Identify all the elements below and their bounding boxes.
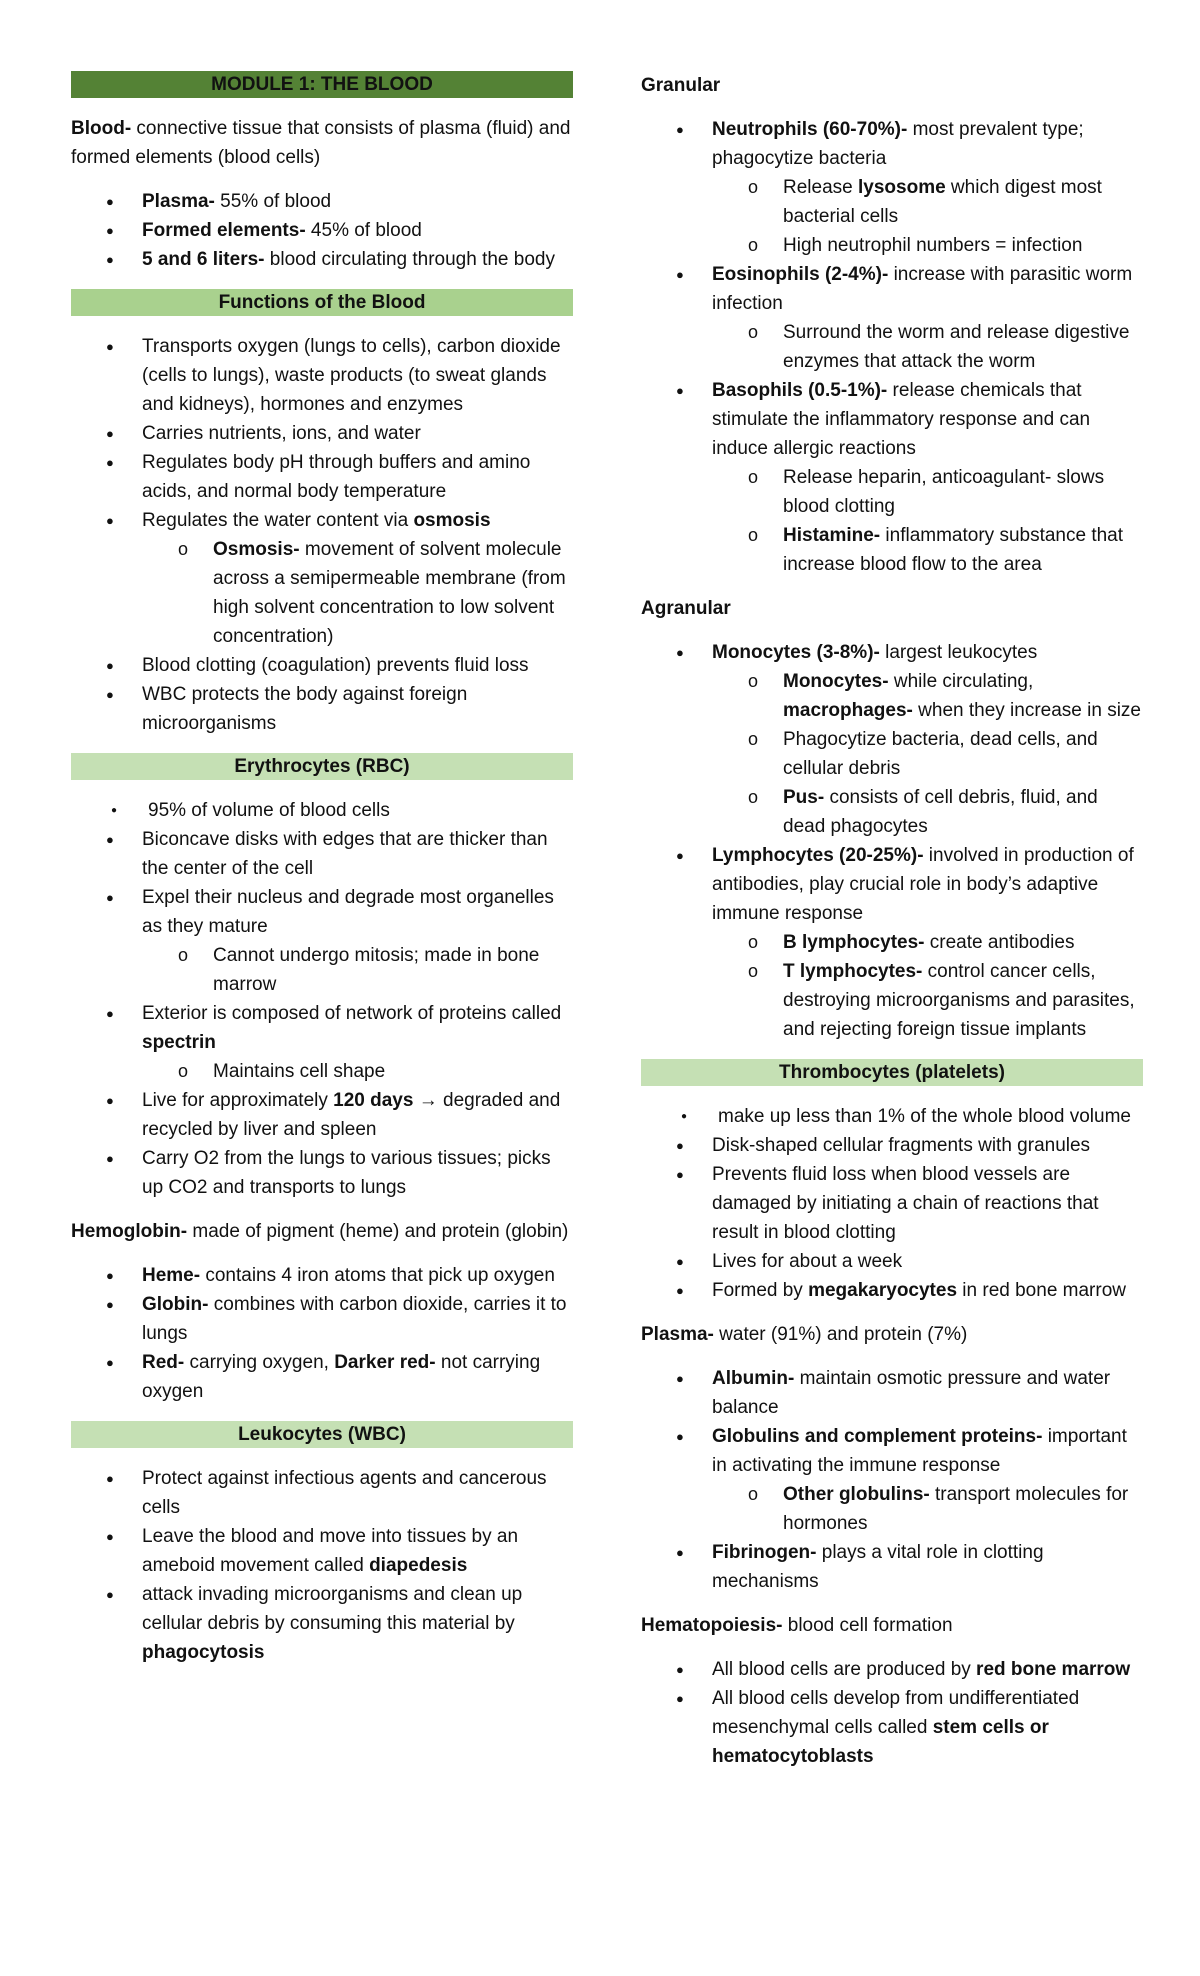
hemoglobin-definition xyxy=(71,1217,573,1246)
plasma-list xyxy=(641,1364,1143,1596)
sub-list-item: o Cannot undergo mitosis; made in bone marrow xyxy=(142,941,573,999)
list-item: ● Regulates body pH through buffers and amino acids, and normal body temperature xyxy=(71,448,573,506)
sub-list-item xyxy=(712,957,1143,1044)
functions-heading: Functions of the Blood xyxy=(71,289,573,316)
list-item xyxy=(71,883,573,999)
item-text: create antibodies xyxy=(924,932,1075,953)
rbc-list xyxy=(71,796,573,1202)
item-text: All blood cells develop from undifferentiated mesenchymal cells called xyxy=(712,1688,1080,1738)
sub-list-item: o Release heparin, anticoagulant- slows blood clotting xyxy=(712,463,1143,521)
item-term: 5 and 6 liters- xyxy=(142,249,265,270)
list-item: ● 95% of volume of blood cells xyxy=(71,796,573,825)
sub-list-item: o Phagocytize bacteria, dead cells, and cellular debris xyxy=(712,725,1143,783)
sub-list-item xyxy=(712,1480,1143,1538)
item-text: 45% of blood xyxy=(305,220,422,241)
item-term: Fibrinogen- xyxy=(712,1542,817,1563)
list-item xyxy=(641,1538,1143,1596)
sub-list-item xyxy=(142,535,573,651)
item-text: plays a vital role in clotting mechanisms xyxy=(712,1542,1044,1592)
list-item: ● WBC protects the body against foreign microorganisms xyxy=(71,680,573,738)
functions-list xyxy=(71,332,573,738)
item-term: Plasma- xyxy=(142,191,215,212)
item-text: most prevalent type; phagocytize bacteria xyxy=(712,119,1084,169)
sub-list-item xyxy=(712,173,1143,231)
item-text: attack invading microorganisms and clean up cellular debris by consuming this material by xyxy=(142,1584,523,1634)
list-item xyxy=(641,1684,1143,1771)
item-bold: lysosome xyxy=(858,177,946,198)
spectrin-sublist xyxy=(142,1057,573,1086)
list-item xyxy=(71,187,573,216)
item-term: Globin- xyxy=(142,1294,209,1315)
blood-text: connective tissue that consists of plasma (fluid) and formed elements (blood cells) xyxy=(71,118,571,168)
list-item xyxy=(71,1290,573,1348)
list-item: ● Carries nutrients, ions, and water xyxy=(71,419,573,448)
hemoglobin-text: made of pigment (heme) and protein (globin) xyxy=(187,1221,569,1242)
sub-list-item: o High neutrophil numbers = infection xyxy=(712,231,1143,260)
list-item xyxy=(641,376,1143,579)
list-item xyxy=(641,638,1143,841)
list-item xyxy=(71,1580,573,1667)
neutrophil-sublist xyxy=(712,173,1143,260)
item-text: inflammatory substance that increase blood flow to the area xyxy=(783,525,1124,575)
list-item xyxy=(641,115,1143,260)
item-term: macrophages- xyxy=(783,700,913,721)
granular-heading xyxy=(641,71,1143,100)
basophil-sublist xyxy=(712,463,1143,579)
sub-list-item xyxy=(712,667,1143,725)
blood-definition xyxy=(71,114,573,172)
item-text: combines with carbon dioxide, carries it to lungs xyxy=(142,1294,567,1344)
list-item xyxy=(641,1276,1143,1305)
item-text: while circulating, xyxy=(888,671,1034,692)
list-item xyxy=(641,1655,1143,1684)
item-bold: phagocytosis xyxy=(142,1642,265,1663)
list-item xyxy=(71,1522,573,1580)
list-item: ● Prevents fluid loss when blood vessels are damaged by initiating a chain of reactions that result in blood clotting xyxy=(641,1160,1143,1247)
item-term: Monocytes- xyxy=(783,671,889,692)
monocyte-sublist xyxy=(712,667,1143,841)
item-text: blood circulating through the body xyxy=(264,249,555,270)
list-item xyxy=(71,216,573,245)
item-text: degraded and recycled by liver and spleen xyxy=(142,1090,561,1140)
rbc-heading: Erythrocytes (RBC) xyxy=(71,753,573,780)
item-text: increase with parasitic worm infection xyxy=(712,264,1133,314)
list-item: ● Protect against infectious agents and cancerous cells xyxy=(71,1464,573,1522)
granular-title: Granular xyxy=(641,75,721,96)
item-term: Histamine- xyxy=(783,525,881,546)
item-bold: spectrin xyxy=(142,1032,216,1053)
sub-list-item: o Maintains cell shape xyxy=(142,1057,573,1086)
hematopoiesis-term: Hematopoiesis- xyxy=(641,1615,783,1636)
item-text: in red bone marrow xyxy=(957,1280,1126,1301)
list-item xyxy=(71,1348,573,1406)
item-term: T lymphocytes- xyxy=(783,961,923,982)
item-text: control cancer cells, destroying microorganisms and parasites, and rejecting foreign tissue implants xyxy=(783,961,1135,1040)
list-item xyxy=(641,260,1143,376)
item-text: involved in production of antibodies, play crucial role in body’s adaptive immune response xyxy=(712,845,1134,924)
hematopoiesis-definition xyxy=(641,1611,1143,1640)
item-term: Other globulins- xyxy=(783,1484,930,1505)
list-item xyxy=(641,1364,1143,1422)
item-text: largest leukocytes xyxy=(879,642,1038,663)
item-term: Globulins and complement proteins- xyxy=(712,1426,1043,1447)
module-title: MODULE 1: THE BLOOD xyxy=(71,71,573,98)
list-item: ● Biconcave disks with edges that are thicker than the center of the cell xyxy=(71,825,573,883)
agranular-list xyxy=(641,638,1143,1044)
item-bold: stem cells or hematocytoblasts xyxy=(712,1717,1049,1767)
plasma-term: Plasma- xyxy=(641,1324,714,1345)
item-text: Formed by xyxy=(712,1280,809,1301)
item-term: Darker red- xyxy=(334,1352,436,1373)
granular-list xyxy=(641,115,1143,579)
hemoglobin-term: Hemoglobin- xyxy=(71,1221,188,1242)
item-text: Leave the blood and move into tissues by an ameboid movement called xyxy=(142,1526,519,1576)
item-text: transport molecules for hormones xyxy=(783,1484,1129,1534)
item-term: Neutrophils (60-70%)- xyxy=(712,119,908,140)
item-bold: red bone marrow xyxy=(976,1659,1131,1680)
item-text: Expel their nucleus and degrade most organelles as they mature xyxy=(142,887,554,937)
item-term: Basophils (0.5-1%)- xyxy=(712,380,888,401)
list-item: ● Blood clotting (coagulation) prevents fluid loss xyxy=(71,651,573,680)
left-column xyxy=(71,71,573,1682)
item-text: 55% of blood xyxy=(214,191,332,212)
item-term: Red- xyxy=(142,1352,185,1373)
item-term: Heme- xyxy=(142,1265,201,1286)
list-item xyxy=(641,1422,1143,1538)
blood-list xyxy=(71,187,573,274)
item-text: movement of solvent molecule across a semipermeable membrane (from high solvent concentration to low solvent concentration) xyxy=(213,539,566,647)
list-item xyxy=(71,245,573,274)
item-text: All blood cells are produced by xyxy=(712,1659,977,1680)
item-bold: 120 days xyxy=(333,1090,414,1111)
list-item xyxy=(641,841,1143,1044)
plasma-definition xyxy=(641,1320,1143,1349)
list-item xyxy=(71,506,573,651)
globulin-sublist xyxy=(712,1480,1143,1538)
sub-list-item xyxy=(712,783,1143,841)
arrow-right-icon: → xyxy=(418,1090,438,1111)
list-item: ● make up less than 1% of the whole blood volume xyxy=(641,1102,1143,1131)
item-text: Release xyxy=(783,177,858,198)
hematopoiesis-list xyxy=(641,1655,1143,1771)
list-item: ● Lives for about a week xyxy=(641,1247,1143,1276)
list-item: ● Transports oxygen (lungs to cells), carbon dioxide (cells to lungs), waste products (to sweat glands and kidneys), hormones and enzymes xyxy=(71,332,573,419)
item-term: Formed elements- xyxy=(142,220,306,241)
item-text: Live for approximately xyxy=(142,1090,334,1111)
item-term: B lymphocytes- xyxy=(783,932,925,953)
sub-list-item: o Surround the worm and release digestive enzymes that attack the worm xyxy=(712,318,1143,376)
right-column xyxy=(641,71,1143,1786)
item-term: Albumin- xyxy=(712,1368,795,1389)
hematopoiesis-text: blood cell formation xyxy=(782,1615,953,1636)
item-term: Eosinophils (2-4%)- xyxy=(712,264,889,285)
item-term: Pus- xyxy=(783,787,825,808)
item-bold: megakaryocytes xyxy=(808,1280,958,1301)
plasma-text: water (91%) and protein (7%) xyxy=(713,1324,968,1345)
eosinophil-sublist xyxy=(712,318,1143,376)
sub-list-item xyxy=(712,521,1143,579)
item-term: Lymphocytes (20-25%)- xyxy=(712,845,924,866)
wbc-heading: Leukocytes (WBC) xyxy=(71,1421,573,1448)
item-term: Osmosis- xyxy=(213,539,300,560)
item-text: maintain osmotic pressure and water balance xyxy=(712,1368,1111,1418)
item-text: important in activating the immune response xyxy=(712,1426,1127,1476)
list-item: ● Disk-shaped cellular fragments with granules xyxy=(641,1131,1143,1160)
osmosis-sublist xyxy=(142,535,573,651)
item-text: contains 4 iron atoms that pick up oxygen xyxy=(200,1265,555,1286)
item-text: when they increase in size xyxy=(912,700,1141,721)
list-item xyxy=(71,1261,573,1290)
hemoglobin-list xyxy=(71,1261,573,1406)
item-text: consists of cell debris, fluid, and dead phagocytes xyxy=(783,787,1098,837)
item-bold: osmosis xyxy=(413,510,491,531)
list-item xyxy=(71,999,573,1086)
sub-list-item xyxy=(712,928,1143,957)
platelets-list xyxy=(641,1102,1143,1305)
list-item xyxy=(71,1086,573,1144)
rbc-sublist xyxy=(142,941,573,999)
item-text: which digest most bacterial cells xyxy=(783,177,1102,227)
list-item: ● Carry O2 from the lungs to various tissues; picks up CO2 and transports to lungs xyxy=(71,1144,573,1202)
agranular-title: Agranular xyxy=(641,598,731,619)
item-text: Exterior is composed of network of proteins called xyxy=(142,1003,562,1024)
platelets-heading: Thrombocytes (platelets) xyxy=(641,1059,1143,1086)
lymphocyte-sublist xyxy=(712,928,1143,1044)
item-text: Regulates the water content via xyxy=(142,510,414,531)
item-bold: diapedesis xyxy=(369,1555,468,1576)
item-term: Monocytes (3-8%)- xyxy=(712,642,880,663)
blood-term: Blood- xyxy=(71,118,132,139)
item-text: not carrying oxygen xyxy=(142,1352,541,1402)
agranular-heading xyxy=(641,594,1143,623)
item-text: carrying oxygen, xyxy=(184,1352,335,1373)
item-text: release chemicals that stimulate the inflammatory response and can induce allergic reactions xyxy=(712,380,1091,459)
wbc-list xyxy=(71,1464,573,1667)
